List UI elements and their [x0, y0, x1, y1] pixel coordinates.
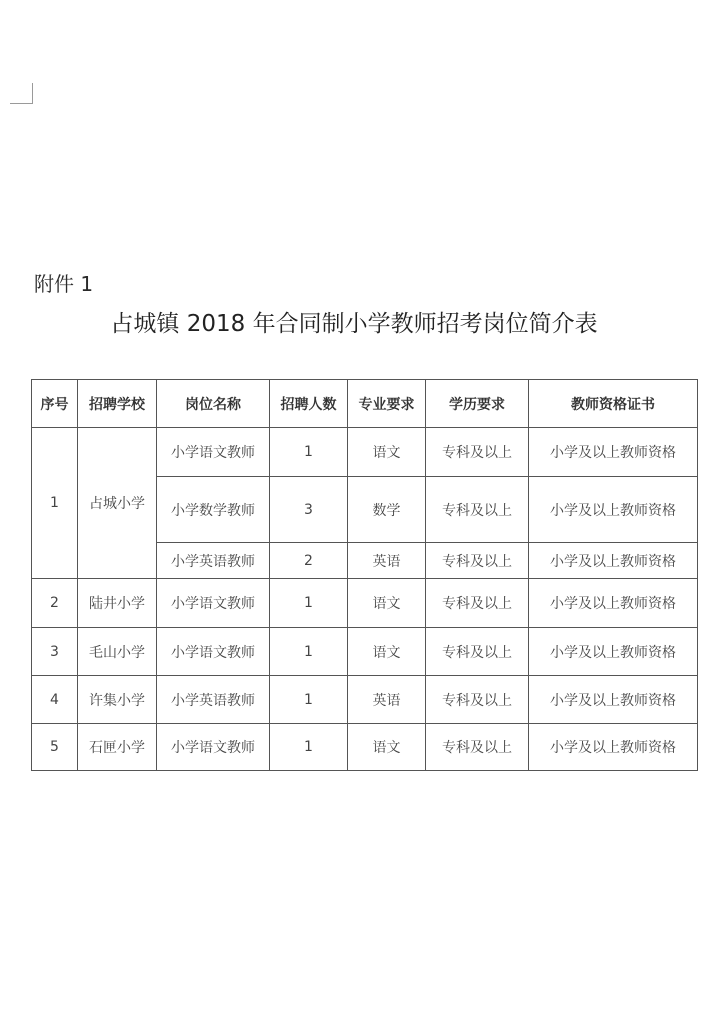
row-position: 小学语文教师: [157, 724, 270, 771]
row-school: 毛山小学: [78, 628, 157, 676]
row-major: 语文: [348, 428, 426, 477]
table-row: [32, 724, 698, 771]
row-school: 许集小学: [78, 676, 157, 724]
positions-table: [31, 379, 698, 771]
row-certificate: 小学及以上教师资格: [529, 676, 698, 724]
row-certificate: 小学及以上教师资格: [529, 579, 698, 628]
row-count: 1: [270, 724, 348, 771]
row-position: 小学英语教师: [157, 543, 270, 579]
header-count: 招聘人数: [270, 380, 348, 428]
row-major: 语文: [348, 628, 426, 676]
row-index: 5: [32, 724, 78, 771]
row-index: 1: [32, 428, 78, 579]
row-major: 英语: [348, 543, 426, 579]
row-index: 4: [32, 676, 78, 724]
row-certificate: 小学及以上教师资格: [529, 628, 698, 676]
row-major: 数学: [348, 477, 426, 543]
page-corner-mark: [10, 83, 33, 104]
row-certificate: 小学及以上教师资格: [529, 477, 698, 543]
table-row: [32, 428, 698, 477]
row-position: 小学语文教师: [157, 628, 270, 676]
row-certificate: 小学及以上教师资格: [529, 724, 698, 771]
row-school: 占城小学: [78, 428, 157, 579]
attachment-label: 附件 1: [34, 272, 94, 296]
row-position: 小学数学教师: [157, 477, 270, 543]
row-major: 语文: [348, 724, 426, 771]
header-position: 岗位名称: [157, 380, 270, 428]
header-school: 招聘学校: [78, 380, 157, 428]
row-school: 石匣小学: [78, 724, 157, 771]
row-count: 2: [270, 543, 348, 579]
row-education: 专科及以上: [426, 543, 529, 579]
header-index: 序号: [32, 380, 78, 428]
table-header-row: [32, 380, 698, 428]
row-education: 专科及以上: [426, 628, 529, 676]
row-count: 1: [270, 628, 348, 676]
row-certificate: 小学及以上教师资格: [529, 543, 698, 579]
document-title: 占城镇 2018 年合同制小学教师招考岗位简介表: [110, 311, 598, 337]
row-major: 语文: [348, 579, 426, 628]
header-education: 学历要求: [426, 380, 529, 428]
header-major: 专业要求: [348, 380, 426, 428]
row-index: 2: [32, 579, 78, 628]
row-count: 1: [270, 676, 348, 724]
row-school: 陆井小学: [78, 579, 157, 628]
row-education: 专科及以上: [426, 676, 529, 724]
row-education: 专科及以上: [426, 428, 529, 477]
row-position: 小学语文教师: [157, 428, 270, 477]
row-certificate: 小学及以上教师资格: [529, 428, 698, 477]
table-row: [32, 676, 698, 724]
row-count: 1: [270, 428, 348, 477]
table-row: [32, 628, 698, 676]
row-index: 3: [32, 628, 78, 676]
row-position: 小学英语教师: [157, 676, 270, 724]
header-certificate: 教师资格证书: [529, 380, 698, 428]
table-row: [32, 579, 698, 628]
row-education: 专科及以上: [426, 477, 529, 543]
row-education: 专科及以上: [426, 724, 529, 771]
row-count: 3: [270, 477, 348, 543]
row-position: 小学语文教师: [157, 579, 270, 628]
row-education: 专科及以上: [426, 579, 529, 628]
row-count: 1: [270, 579, 348, 628]
row-major: 英语: [348, 676, 426, 724]
